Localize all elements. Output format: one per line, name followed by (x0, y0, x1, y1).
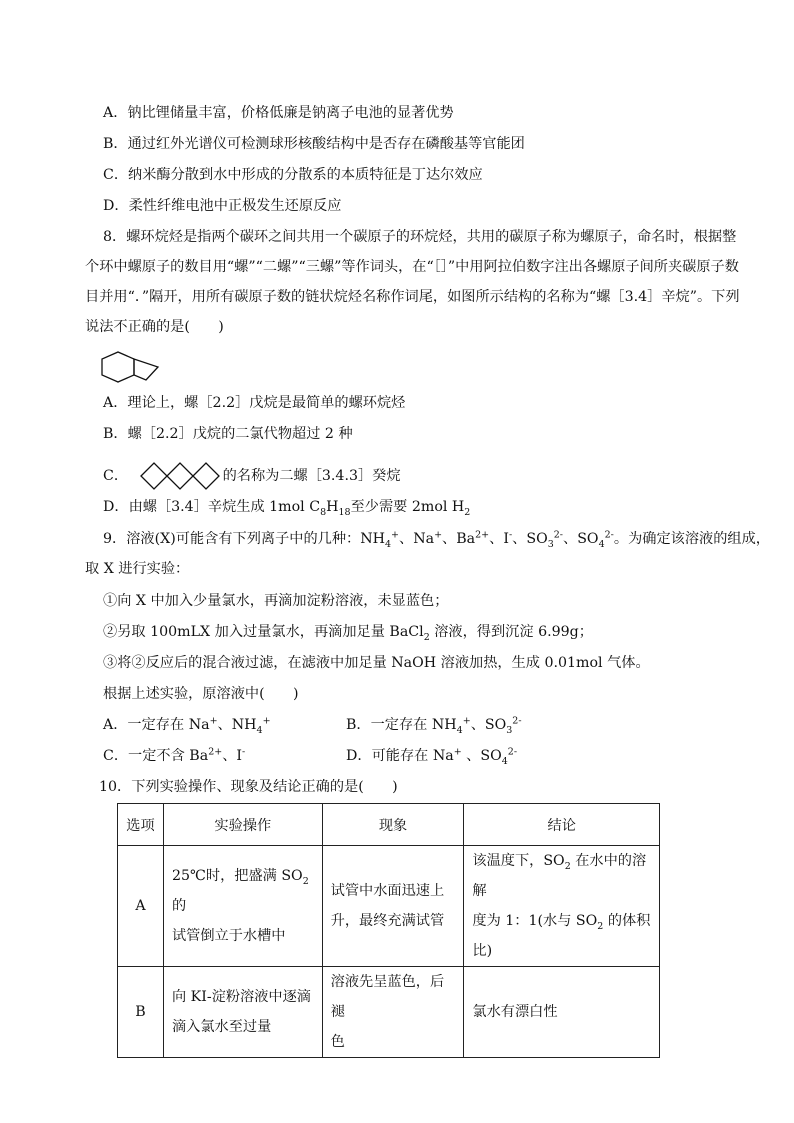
q9-l1b: 4 (385, 538, 392, 550)
row-a-op-l2: 试管倒立于水槽中 (171, 928, 286, 944)
row-a-phenomenon (322, 846, 464, 967)
q8-line4: 说法不正确的是( ) (85, 319, 224, 335)
q7-option-c: C．纳米酶分散到水中形成的分散系的本质特征是丁达尔效应 (103, 167, 483, 183)
row-b-phenomenon (322, 967, 464, 1058)
table-header-row (118, 804, 660, 846)
q9-line2: 取 X 进行实验： (85, 561, 190, 577)
row-a-co-l1c: 在水中的溶解 (472, 853, 647, 899)
header-option: 选项 (118, 804, 164, 846)
q9-b-e: 3 (506, 724, 513, 736)
q8-option-a: A．理论上，螺［2.2］戊烷是最简单的螺环烷烃 (103, 395, 406, 411)
q9-c-a: C．一定不含 Ba (103, 748, 209, 764)
q8-d-sub3: 2 (464, 506, 471, 518)
q9-stem (85, 524, 770, 584)
q9-b-c: + (462, 715, 471, 727)
q9-step3: ③将②反应后的混合液过滤，在滤液中加足量 NaOH 溶液加热，生成 0.01mol 气体。 (103, 655, 650, 671)
q9-l1j: 、SO (512, 531, 548, 547)
q9-step1: ①向 X 中加入少量氯水，再滴加淀粉溶液，未显蓝色； (103, 593, 449, 609)
q9-a-e: + (262, 715, 271, 727)
q9-option-d (346, 746, 517, 766)
row-a-option: A (118, 846, 164, 967)
q8-d-mid: H (326, 499, 339, 515)
header-conclusion: 结论 (464, 804, 660, 846)
q10-title: 10．下列实验操作、现象及结论正确的是( ) (99, 779, 398, 795)
row-a-op-l1c: 的 (171, 898, 187, 914)
table-row (118, 846, 660, 967)
five-membered-ring (102, 352, 134, 382)
q9-l1n: 4 (598, 538, 605, 550)
q9-d-e: 2- (507, 746, 518, 758)
row-a-ph-l2: 升，最终充满试管 (330, 913, 445, 929)
row-a-conclusion (464, 846, 660, 967)
row-a-op-l1b: 2 (302, 875, 309, 887)
dispiro-decane-structure-diagram (139, 461, 223, 491)
q8-d-post: 至少需要 2mol H (350, 499, 465, 515)
q9-s2b: 2 (423, 631, 430, 643)
table-row (118, 967, 660, 1058)
q9-d-a: D．可能存在 Na (346, 748, 454, 764)
q9-c-c: 、I (222, 748, 242, 764)
q9-s2c: 溶液，得到沉淀 6.99g； (429, 624, 593, 640)
ring-2 (167, 463, 193, 489)
q9-option-b (346, 715, 522, 735)
q9-option-a (103, 715, 271, 735)
q8-line1: 8．螺环烷烃是指两个碳环之间共用一个碳原子的环烷烃，共用的碳原子称为螺原子，命名时，根据整 (103, 229, 737, 245)
row-b-operation (163, 967, 322, 1058)
q8-line2: 个环中螺原子的数目用“螺”“二螺”“三螺”等作词头，在“［］”中用阿拉伯数字注出各螺原子间所夹碳原子数 (85, 259, 739, 275)
header-phenomenon: 现象 (322, 804, 464, 846)
q9-b-b: 4 (456, 724, 463, 736)
q9-c-d: - (242, 746, 246, 758)
q7-option-d: D．柔性纤维电池中正极发生还原反应 (103, 198, 342, 214)
q7-option-a: A．钠比锂储量丰富，价格低廉是钠离子电池的显著优势 (103, 105, 454, 121)
q8-option-b: B．螺［2.2］戊烷的二氯代物超过 2 种 (103, 426, 353, 442)
row-b-op-l2: 滴入氯水至过量 (171, 1019, 272, 1035)
q9-a-b: + (209, 715, 218, 727)
q9-c-b: 2+ (208, 746, 223, 758)
q10-table (117, 803, 660, 1058)
q8-d-sub1: 8 (320, 506, 327, 518)
q9-l1e: + (434, 529, 443, 541)
q8-option-c-prefix: C． (103, 468, 129, 484)
q9-l1l: 2- (553, 529, 564, 541)
q9-l1m: 、SO (563, 531, 599, 547)
q8-option-d (103, 497, 470, 517)
q9-b-f: 2- (512, 715, 522, 727)
q9-l1c: + (391, 529, 400, 541)
q9-l1h: 、I (489, 531, 509, 547)
q9-l1g: 2+ (475, 529, 490, 541)
row-a-co-l2b: 2 (597, 920, 604, 932)
q7-option-b: B．通过红外光谱仪可检测球形核酸结构中是否存在磷酸基等官能团 (103, 136, 525, 152)
four-membered-ring (134, 359, 158, 380)
q9-b-d: 、SO (470, 717, 507, 733)
q9-l1a: 9．溶液(X)可能含有下列离子中的几种：NH (103, 531, 385, 547)
ring-3 (193, 463, 219, 489)
q9-a-a: A．一定存在 Na (103, 717, 210, 733)
q9-d-c: 、SO (461, 748, 502, 764)
q9-a-c: 、NH (217, 717, 257, 733)
q9-l1d: 、Na (399, 531, 435, 547)
q9-l1p: 。为确定该溶液的组成， (613, 531, 770, 547)
q9-l1i: - (508, 529, 513, 541)
q8-line3: 目并用“．”隔开，用所有碳原子数的链状烷烃名称作词尾，如图所示结构的名称为“螺［3.4］辛烷”。下列 (85, 289, 740, 305)
row-b-op-l1: 向 KI-淀粉溶液中逐滴 (171, 989, 311, 1005)
q8-d-sub2: 18 (338, 506, 351, 518)
row-b-ph-l1: 溶液先呈蓝色，后褪 (330, 974, 445, 1020)
row-b-conclusion: 氯水有漂白性 (464, 967, 660, 1058)
ring-1 (141, 463, 167, 489)
row-a-operation (163, 846, 322, 967)
q9-l1o: 2- (604, 529, 614, 541)
spiro-octane-structure-diagram (100, 350, 162, 384)
q9-option-c (103, 746, 245, 766)
q8-d-pre: D．由螺［3.4］辛烷生成 1mol C (103, 499, 321, 515)
row-a-co-l1a: 该温度下，SO (472, 853, 565, 869)
row-a-co-l2c: 的体积比) (472, 913, 651, 959)
q8-option-c (103, 461, 401, 491)
row-a-op-l1a: 25℃时，把盛满 SO (171, 868, 303, 884)
header-operation: 实验操作 (163, 804, 322, 846)
q9-l1f: 、Ba (442, 531, 476, 547)
q9-s2a: ②另取 100mLX 加入过量氯水，再滴加足量 BaCl (103, 624, 424, 640)
row-a-co-l1b: 2 (564, 860, 571, 872)
q8-stem (85, 222, 740, 342)
q9-b-a: B．一定存在 NH (346, 717, 457, 733)
q9-a-d: 4 (256, 724, 263, 736)
row-a-co-l2a: 度为 1：1(水与 SO (472, 913, 598, 929)
row-b-option: B (118, 967, 164, 1058)
q9-d-b: + (453, 746, 462, 758)
row-a-ph-l1: 试管中水面迅速上 (330, 883, 445, 899)
q9-l1k: 3 (547, 538, 554, 550)
q9-d-d: 4 (501, 755, 508, 767)
q9-step2 (103, 622, 593, 642)
q9-ask: 根据上述实验，原溶液中( ) (103, 686, 299, 702)
row-b-ph-l2: 色 (330, 1034, 345, 1050)
q8-option-c-text: 的名称为二螺［3.4.3］癸烷 (222, 468, 401, 484)
